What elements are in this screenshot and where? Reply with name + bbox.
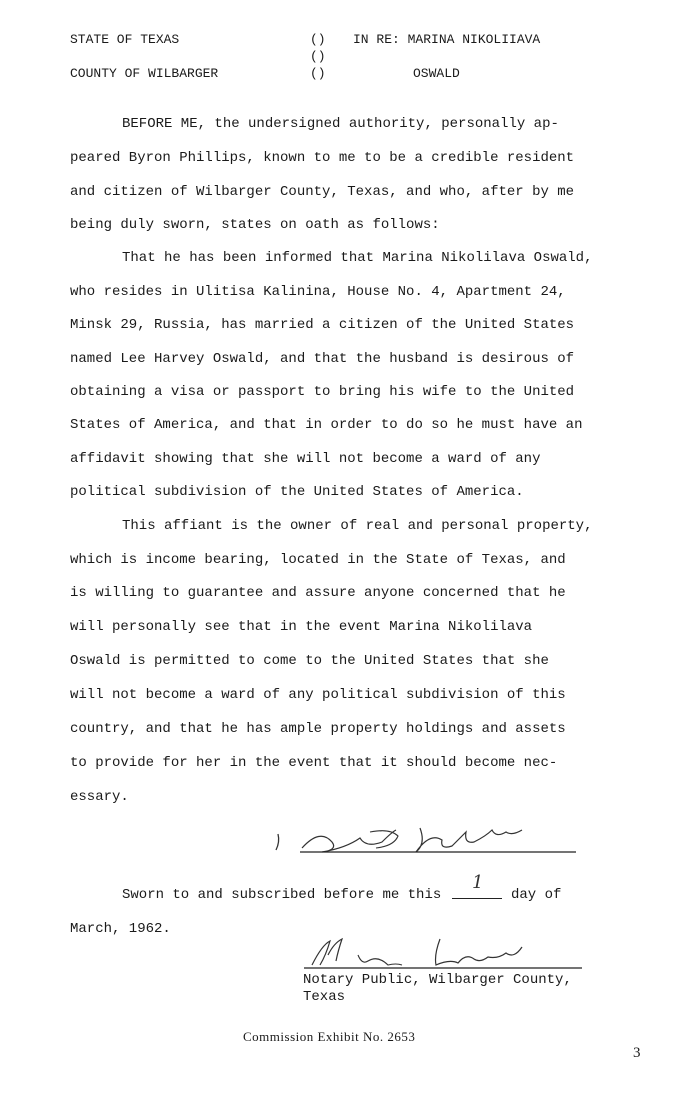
body-line: country, and that he has ample property holdings and assets [70, 721, 566, 737]
body-line: peared Byron Phillips, known to me to be a credible resident [70, 150, 575, 166]
notary-title-line2: Texas [303, 989, 346, 1005]
caption-separator: () [310, 66, 326, 81]
caption-separator: () [310, 32, 326, 47]
body-line: who resides in Ulitisa Kalinina, House No. 4, Apartment 24, [70, 284, 566, 300]
body-line: This affiant is the owner of real and personal property, [122, 518, 593, 534]
jurat-day-blank [452, 870, 510, 900]
body-line: political subdivision of the United States of America. [70, 484, 524, 500]
notary-signature [300, 935, 590, 975]
affiant-signature [270, 820, 590, 860]
caption-separator: () [310, 49, 326, 64]
body-line: obtaining a visa or passport to bring his wife to the United [70, 384, 575, 400]
body-line: named Lee Harvey Oswald, and that the husband is desirous of [70, 351, 575, 367]
jurat-date: March, 1962. [70, 921, 171, 937]
body-line: affidavit showing that she will not become a ward of any [70, 451, 541, 467]
body-line: which is income bearing, located in the State of Texas, and [70, 552, 566, 568]
caption-county: COUNTY OF WILBARGER [70, 66, 219, 81]
body-line: to provide for her in the event that it should become nec- [70, 755, 558, 771]
body-line: will personally see that in the event Marina Nikolilava [70, 619, 533, 635]
jurat-day-of: day of [511, 887, 562, 903]
body-line: That he has been informed that Marina Nikolilava Oswald, [122, 250, 593, 266]
caption-in-re-surname: OSWALD [413, 66, 460, 81]
body-line: essary. [70, 789, 129, 805]
body-line: Minsk 29, Russia, has married a citizen of the United States [70, 317, 575, 333]
body-line: and citizen of Wilbarger County, Texas, and who, after by me [70, 184, 575, 200]
caption-state: STATE OF TEXAS [70, 32, 180, 47]
jurat-sworn-text: Sworn to and subscribed before me this [122, 887, 442, 903]
caption-in-re: IN RE: MARINA NIKOLIIAVA [353, 32, 541, 47]
commission-exhibit-label: Commission Exhibit No. 2653 [243, 1029, 416, 1044]
notary-title-line1: Notary Public, Wilbarger County, [303, 972, 572, 988]
body-line: being duly sworn, states on oath as follows: [70, 217, 440, 233]
page-number: 3 [633, 1045, 641, 1061]
body-line: Oswald is permitted to come to the United States that she [70, 653, 549, 669]
body-line: will not become a ward of any political subdivision of this [70, 687, 566, 703]
body-line: BEFORE ME, the undersigned authority, personally ap- [122, 116, 559, 132]
body-line: is willing to guarantee and assure anyone concerned that he [70, 585, 566, 601]
jurat-day-value: 1 [472, 872, 484, 893]
body-line: States of America, and that in order to do so he must have an [70, 417, 583, 433]
